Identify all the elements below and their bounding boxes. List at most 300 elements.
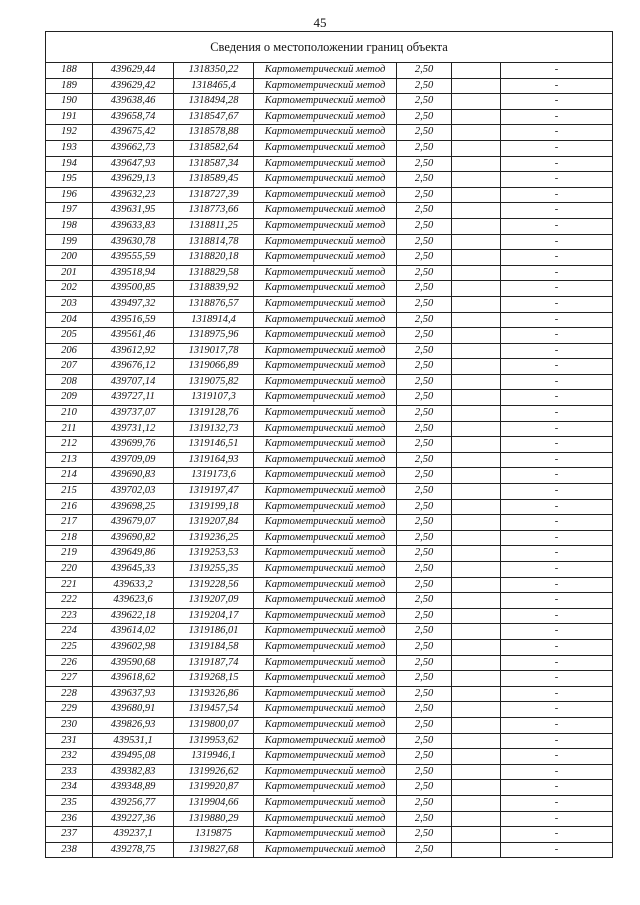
method-cell: Картометрический метод bbox=[254, 702, 397, 718]
note-cell: - bbox=[501, 717, 613, 733]
description-cell bbox=[452, 655, 501, 671]
x-coordinate-cell: 439348,89 bbox=[93, 780, 174, 796]
method-cell: Картометрический метод bbox=[254, 296, 397, 312]
note-cell: - bbox=[501, 234, 613, 250]
description-cell bbox=[452, 624, 501, 640]
y-coordinate-cell: 1319457,54 bbox=[174, 702, 254, 718]
note-cell: - bbox=[501, 94, 613, 110]
table-row bbox=[46, 343, 613, 359]
table-title: Сведения о местоположении границ объекта bbox=[46, 32, 613, 63]
table-row bbox=[46, 717, 613, 733]
description-cell bbox=[452, 374, 501, 390]
note-cell: - bbox=[501, 733, 613, 749]
method-cell: Картометрический метод bbox=[254, 140, 397, 156]
note-cell: - bbox=[501, 484, 613, 500]
note-cell: - bbox=[501, 468, 613, 484]
point-number-cell: 233 bbox=[46, 764, 93, 780]
page-number: 45 bbox=[313, 15, 327, 30]
description-cell bbox=[452, 437, 501, 453]
note-cell: - bbox=[501, 546, 613, 562]
y-coordinate-cell: 1319066,89 bbox=[174, 359, 254, 375]
note-cell: - bbox=[501, 437, 613, 453]
x-coordinate-cell: 439256,77 bbox=[93, 795, 174, 811]
accuracy-cell: 2,50 bbox=[397, 296, 452, 312]
x-coordinate-cell: 439531,1 bbox=[93, 733, 174, 749]
note-cell: - bbox=[501, 281, 613, 297]
note-cell: - bbox=[501, 842, 613, 858]
note-cell: - bbox=[501, 702, 613, 718]
x-coordinate-cell: 439709,09 bbox=[93, 452, 174, 468]
x-coordinate-cell: 439690,82 bbox=[93, 530, 174, 546]
accuracy-cell: 2,50 bbox=[397, 593, 452, 609]
note-cell: - bbox=[501, 655, 613, 671]
method-cell: Картометрический метод bbox=[254, 827, 397, 843]
y-coordinate-cell: 1319875 bbox=[174, 827, 254, 843]
point-number-cell: 229 bbox=[46, 702, 93, 718]
table-row bbox=[46, 156, 613, 172]
point-number-cell: 234 bbox=[46, 780, 93, 796]
point-number-cell: 230 bbox=[46, 717, 93, 733]
accuracy-cell: 2,50 bbox=[397, 421, 452, 437]
table-row bbox=[46, 452, 613, 468]
description-cell bbox=[452, 671, 501, 687]
point-number-cell: 232 bbox=[46, 749, 93, 765]
x-coordinate-cell: 439737,07 bbox=[93, 406, 174, 422]
method-cell: Картометрический метод bbox=[254, 842, 397, 858]
accuracy-cell: 2,50 bbox=[397, 437, 452, 453]
x-coordinate-cell: 439497,32 bbox=[93, 296, 174, 312]
table-row bbox=[46, 218, 613, 234]
table-header-row bbox=[46, 32, 613, 63]
y-coordinate-cell: 1319253,53 bbox=[174, 546, 254, 562]
method-cell: Картометрический метод bbox=[254, 94, 397, 110]
method-cell: Картометрический метод bbox=[254, 671, 397, 687]
table-row bbox=[46, 686, 613, 702]
x-coordinate-cell: 439555,59 bbox=[93, 250, 174, 266]
table-row bbox=[46, 733, 613, 749]
point-number-cell: 222 bbox=[46, 593, 93, 609]
table-row bbox=[46, 593, 613, 609]
description-cell bbox=[452, 218, 501, 234]
description-cell bbox=[452, 577, 501, 593]
method-cell: Картометрический метод bbox=[254, 328, 397, 344]
accuracy-cell: 2,50 bbox=[397, 624, 452, 640]
note-cell: - bbox=[501, 172, 613, 188]
method-cell: Картометрический метод bbox=[254, 203, 397, 219]
point-number-cell: 191 bbox=[46, 109, 93, 125]
point-number-cell: 195 bbox=[46, 172, 93, 188]
description-cell bbox=[452, 764, 501, 780]
description-cell bbox=[452, 140, 501, 156]
table-row bbox=[46, 811, 613, 827]
table-row bbox=[46, 187, 613, 203]
y-coordinate-cell: 1319926,62 bbox=[174, 764, 254, 780]
note-cell: - bbox=[501, 140, 613, 156]
method-cell: Картометрический метод bbox=[254, 515, 397, 531]
note-cell: - bbox=[501, 390, 613, 406]
table-row bbox=[46, 749, 613, 765]
method-cell: Картометрический метод bbox=[254, 593, 397, 609]
table-row bbox=[46, 515, 613, 531]
method-cell: Картометрический метод bbox=[254, 390, 397, 406]
accuracy-cell: 2,50 bbox=[397, 125, 452, 141]
table-row bbox=[46, 421, 613, 437]
method-cell: Картометрический метод bbox=[254, 359, 397, 375]
table-row bbox=[46, 296, 613, 312]
accuracy-cell: 2,50 bbox=[397, 390, 452, 406]
x-coordinate-cell: 439633,83 bbox=[93, 218, 174, 234]
accuracy-cell: 2,50 bbox=[397, 811, 452, 827]
table-row bbox=[46, 702, 613, 718]
y-coordinate-cell: 1319827,68 bbox=[174, 842, 254, 858]
method-cell: Картометрический метод bbox=[254, 655, 397, 671]
x-coordinate-cell: 439731,12 bbox=[93, 421, 174, 437]
point-number-cell: 209 bbox=[46, 390, 93, 406]
table-row bbox=[46, 390, 613, 406]
accuracy-cell: 2,50 bbox=[397, 749, 452, 765]
point-number-cell: 214 bbox=[46, 468, 93, 484]
x-coordinate-cell: 439727,11 bbox=[93, 390, 174, 406]
method-cell: Картометрический метод bbox=[254, 562, 397, 578]
y-coordinate-cell: 1318350,22 bbox=[174, 63, 254, 79]
accuracy-cell: 2,50 bbox=[397, 827, 452, 843]
accuracy-cell: 2,50 bbox=[397, 842, 452, 858]
y-coordinate-cell: 1318465,4 bbox=[174, 78, 254, 94]
table-row bbox=[46, 125, 613, 141]
table-row bbox=[46, 312, 613, 328]
method-cell: Картометрический метод bbox=[254, 749, 397, 765]
point-number-cell: 198 bbox=[46, 218, 93, 234]
x-coordinate-cell: 439637,93 bbox=[93, 686, 174, 702]
method-cell: Картометрический метод bbox=[254, 639, 397, 655]
method-cell: Картометрический метод bbox=[254, 624, 397, 640]
description-cell bbox=[452, 484, 501, 500]
accuracy-cell: 2,50 bbox=[397, 374, 452, 390]
description-cell bbox=[452, 811, 501, 827]
description-cell bbox=[452, 733, 501, 749]
point-number-cell: 202 bbox=[46, 281, 93, 297]
accuracy-cell: 2,50 bbox=[397, 281, 452, 297]
point-number-cell: 203 bbox=[46, 296, 93, 312]
table-row bbox=[46, 764, 613, 780]
note-cell: - bbox=[501, 421, 613, 437]
method-cell: Картометрический метод bbox=[254, 546, 397, 562]
note-cell: - bbox=[501, 312, 613, 328]
description-cell bbox=[452, 421, 501, 437]
point-number-cell: 208 bbox=[46, 374, 93, 390]
accuracy-cell: 2,50 bbox=[397, 764, 452, 780]
method-cell: Картометрический метод bbox=[254, 437, 397, 453]
y-coordinate-cell: 1319187,74 bbox=[174, 655, 254, 671]
x-coordinate-cell: 439690,83 bbox=[93, 468, 174, 484]
note-cell: - bbox=[501, 187, 613, 203]
accuracy-cell: 2,50 bbox=[397, 468, 452, 484]
method-cell: Картометрический метод bbox=[254, 530, 397, 546]
description-cell bbox=[452, 717, 501, 733]
note-cell: - bbox=[501, 78, 613, 94]
accuracy-cell: 2,50 bbox=[397, 452, 452, 468]
description-cell bbox=[452, 515, 501, 531]
note-cell: - bbox=[501, 577, 613, 593]
y-coordinate-cell: 1318727,39 bbox=[174, 187, 254, 203]
method-cell: Картометрический метод bbox=[254, 686, 397, 702]
description-cell bbox=[452, 390, 501, 406]
description-cell bbox=[452, 795, 501, 811]
accuracy-cell: 2,50 bbox=[397, 577, 452, 593]
description-cell bbox=[452, 702, 501, 718]
y-coordinate-cell: 1319268,15 bbox=[174, 671, 254, 687]
x-coordinate-cell: 439662,73 bbox=[93, 140, 174, 156]
note-cell: - bbox=[501, 639, 613, 655]
method-cell: Картометрический метод bbox=[254, 811, 397, 827]
x-coordinate-cell: 439702,03 bbox=[93, 484, 174, 500]
y-coordinate-cell: 1319207,09 bbox=[174, 593, 254, 609]
accuracy-cell: 2,50 bbox=[397, 671, 452, 687]
y-coordinate-cell: 1319132,73 bbox=[174, 421, 254, 437]
accuracy-cell: 2,50 bbox=[397, 63, 452, 79]
y-coordinate-cell: 1319199,18 bbox=[174, 499, 254, 515]
point-number-cell: 217 bbox=[46, 515, 93, 531]
description-cell bbox=[452, 359, 501, 375]
y-coordinate-cell: 1318494,28 bbox=[174, 94, 254, 110]
y-coordinate-cell: 1319946,1 bbox=[174, 749, 254, 765]
y-coordinate-cell: 1319164,93 bbox=[174, 452, 254, 468]
accuracy-cell: 2,50 bbox=[397, 406, 452, 422]
note-cell: - bbox=[501, 406, 613, 422]
description-cell bbox=[452, 312, 501, 328]
description-cell bbox=[452, 406, 501, 422]
method-cell: Картометрический метод bbox=[254, 234, 397, 250]
method-cell: Картометрический метод bbox=[254, 109, 397, 125]
point-number-cell: 235 bbox=[46, 795, 93, 811]
table-row bbox=[46, 499, 613, 515]
x-coordinate-cell: 439612,92 bbox=[93, 343, 174, 359]
table-row bbox=[46, 780, 613, 796]
note-cell: - bbox=[501, 671, 613, 687]
point-number-cell: 210 bbox=[46, 406, 93, 422]
note-cell: - bbox=[501, 328, 613, 344]
x-coordinate-cell: 439618,62 bbox=[93, 671, 174, 687]
point-number-cell: 207 bbox=[46, 359, 93, 375]
x-coordinate-cell: 439382,83 bbox=[93, 764, 174, 780]
description-cell bbox=[452, 343, 501, 359]
y-coordinate-cell: 1319075,82 bbox=[174, 374, 254, 390]
x-coordinate-cell: 439632,23 bbox=[93, 187, 174, 203]
y-coordinate-cell: 1319128,76 bbox=[174, 406, 254, 422]
y-coordinate-cell: 1319184,58 bbox=[174, 639, 254, 655]
point-number-cell: 236 bbox=[46, 811, 93, 827]
y-coordinate-cell: 1318582,64 bbox=[174, 140, 254, 156]
y-coordinate-cell: 1318829,58 bbox=[174, 265, 254, 281]
point-number-cell: 224 bbox=[46, 624, 93, 640]
accuracy-cell: 2,50 bbox=[397, 156, 452, 172]
description-cell bbox=[452, 94, 501, 110]
x-coordinate-cell: 439679,07 bbox=[93, 515, 174, 531]
table-row bbox=[46, 671, 613, 687]
accuracy-cell: 2,50 bbox=[397, 218, 452, 234]
point-number-cell: 237 bbox=[46, 827, 93, 843]
x-coordinate-cell: 439707,14 bbox=[93, 374, 174, 390]
x-coordinate-cell: 439278,75 bbox=[93, 842, 174, 858]
description-cell bbox=[452, 749, 501, 765]
note-cell: - bbox=[501, 374, 613, 390]
accuracy-cell: 2,50 bbox=[397, 733, 452, 749]
x-coordinate-cell: 439698,25 bbox=[93, 499, 174, 515]
table-row bbox=[46, 530, 613, 546]
description-cell bbox=[452, 296, 501, 312]
point-number-cell: 188 bbox=[46, 63, 93, 79]
description-cell bbox=[452, 530, 501, 546]
accuracy-cell: 2,50 bbox=[397, 702, 452, 718]
table-row bbox=[46, 655, 613, 671]
y-coordinate-cell: 1319255,35 bbox=[174, 562, 254, 578]
table-row bbox=[46, 234, 613, 250]
x-coordinate-cell: 439590,68 bbox=[93, 655, 174, 671]
y-coordinate-cell: 1318839,92 bbox=[174, 281, 254, 297]
description-cell bbox=[452, 593, 501, 609]
x-coordinate-cell: 439500,85 bbox=[93, 281, 174, 297]
accuracy-cell: 2,50 bbox=[397, 265, 452, 281]
table-row bbox=[46, 437, 613, 453]
x-coordinate-cell: 439237,1 bbox=[93, 827, 174, 843]
y-coordinate-cell: 1319880,29 bbox=[174, 811, 254, 827]
table-row bbox=[46, 406, 613, 422]
accuracy-cell: 2,50 bbox=[397, 780, 452, 796]
point-number-cell: 205 bbox=[46, 328, 93, 344]
note-cell: - bbox=[501, 296, 613, 312]
description-cell bbox=[452, 827, 501, 843]
description-cell bbox=[452, 63, 501, 79]
point-number-cell: 199 bbox=[46, 234, 93, 250]
y-coordinate-cell: 1318589,45 bbox=[174, 172, 254, 188]
description-cell bbox=[452, 109, 501, 125]
y-coordinate-cell: 1319204,17 bbox=[174, 608, 254, 624]
point-number-cell: 204 bbox=[46, 312, 93, 328]
note-cell: - bbox=[501, 608, 613, 624]
table-row bbox=[46, 468, 613, 484]
accuracy-cell: 2,50 bbox=[397, 717, 452, 733]
y-coordinate-cell: 1318975,96 bbox=[174, 328, 254, 344]
x-coordinate-cell: 439633,2 bbox=[93, 577, 174, 593]
accuracy-cell: 2,50 bbox=[397, 655, 452, 671]
x-coordinate-cell: 439645,33 bbox=[93, 562, 174, 578]
accuracy-cell: 2,50 bbox=[397, 94, 452, 110]
table-row bbox=[46, 172, 613, 188]
point-number-cell: 238 bbox=[46, 842, 93, 858]
x-coordinate-cell: 439676,12 bbox=[93, 359, 174, 375]
point-number-cell: 219 bbox=[46, 546, 93, 562]
y-coordinate-cell: 1319186,01 bbox=[174, 624, 254, 640]
note-cell: - bbox=[501, 156, 613, 172]
description-cell bbox=[452, 125, 501, 141]
accuracy-cell: 2,50 bbox=[397, 562, 452, 578]
y-coordinate-cell: 1318876,57 bbox=[174, 296, 254, 312]
description-cell bbox=[452, 156, 501, 172]
table-row bbox=[46, 281, 613, 297]
point-number-cell: 192 bbox=[46, 125, 93, 141]
description-cell bbox=[452, 78, 501, 94]
table-row bbox=[46, 63, 613, 79]
point-number-cell: 228 bbox=[46, 686, 93, 702]
table-row bbox=[46, 827, 613, 843]
note-cell: - bbox=[501, 218, 613, 234]
method-cell: Картометрический метод bbox=[254, 484, 397, 500]
description-cell bbox=[452, 686, 501, 702]
description-cell bbox=[452, 281, 501, 297]
point-number-cell: 206 bbox=[46, 343, 93, 359]
point-number-cell: 201 bbox=[46, 265, 93, 281]
x-coordinate-cell: 439495,08 bbox=[93, 749, 174, 765]
y-coordinate-cell: 1319207,84 bbox=[174, 515, 254, 531]
method-cell: Картометрический метод bbox=[254, 374, 397, 390]
accuracy-cell: 2,50 bbox=[397, 484, 452, 500]
accuracy-cell: 2,50 bbox=[397, 530, 452, 546]
x-coordinate-cell: 439622,18 bbox=[93, 608, 174, 624]
point-number-cell: 213 bbox=[46, 452, 93, 468]
table-row bbox=[46, 265, 613, 281]
method-cell: Картометрический метод bbox=[254, 125, 397, 141]
description-cell bbox=[452, 265, 501, 281]
method-cell: Картометрический метод bbox=[254, 608, 397, 624]
y-coordinate-cell: 1318547,67 bbox=[174, 109, 254, 125]
table-row bbox=[46, 140, 613, 156]
accuracy-cell: 2,50 bbox=[397, 639, 452, 655]
y-coordinate-cell: 1319953,62 bbox=[174, 733, 254, 749]
point-number-cell: 225 bbox=[46, 639, 93, 655]
note-cell: - bbox=[501, 63, 613, 79]
method-cell: Картометрический метод bbox=[254, 406, 397, 422]
point-number-cell: 218 bbox=[46, 530, 93, 546]
note-cell: - bbox=[501, 359, 613, 375]
y-coordinate-cell: 1319236,25 bbox=[174, 530, 254, 546]
x-coordinate-cell: 439516,59 bbox=[93, 312, 174, 328]
y-coordinate-cell: 1319107,3 bbox=[174, 390, 254, 406]
accuracy-cell: 2,50 bbox=[397, 686, 452, 702]
x-coordinate-cell: 439623,6 bbox=[93, 593, 174, 609]
x-coordinate-cell: 439647,93 bbox=[93, 156, 174, 172]
accuracy-cell: 2,50 bbox=[397, 795, 452, 811]
accuracy-cell: 2,50 bbox=[397, 546, 452, 562]
method-cell: Картометрический метод bbox=[254, 172, 397, 188]
accuracy-cell: 2,50 bbox=[397, 140, 452, 156]
y-coordinate-cell: 1319146,51 bbox=[174, 437, 254, 453]
y-coordinate-cell: 1319904,66 bbox=[174, 795, 254, 811]
note-cell: - bbox=[501, 530, 613, 546]
note-cell: - bbox=[501, 499, 613, 515]
accuracy-cell: 2,50 bbox=[397, 172, 452, 188]
description-cell bbox=[452, 234, 501, 250]
x-coordinate-cell: 439826,93 bbox=[93, 717, 174, 733]
y-coordinate-cell: 1318814,78 bbox=[174, 234, 254, 250]
description-cell bbox=[452, 328, 501, 344]
point-number-cell: 215 bbox=[46, 484, 93, 500]
method-cell: Картометрический метод bbox=[254, 468, 397, 484]
accuracy-cell: 2,50 bbox=[397, 78, 452, 94]
point-number-cell: 189 bbox=[46, 78, 93, 94]
x-coordinate-cell: 439680,91 bbox=[93, 702, 174, 718]
boundary-coordinates-table bbox=[45, 31, 613, 858]
table-row bbox=[46, 484, 613, 500]
method-cell: Картометрический метод bbox=[254, 343, 397, 359]
x-coordinate-cell: 439614,02 bbox=[93, 624, 174, 640]
x-coordinate-cell: 439658,74 bbox=[93, 109, 174, 125]
point-number-cell: 231 bbox=[46, 733, 93, 749]
table-row bbox=[46, 639, 613, 655]
description-cell bbox=[452, 452, 501, 468]
method-cell: Картометрический метод bbox=[254, 63, 397, 79]
x-coordinate-cell: 439699,76 bbox=[93, 437, 174, 453]
table-row bbox=[46, 624, 613, 640]
